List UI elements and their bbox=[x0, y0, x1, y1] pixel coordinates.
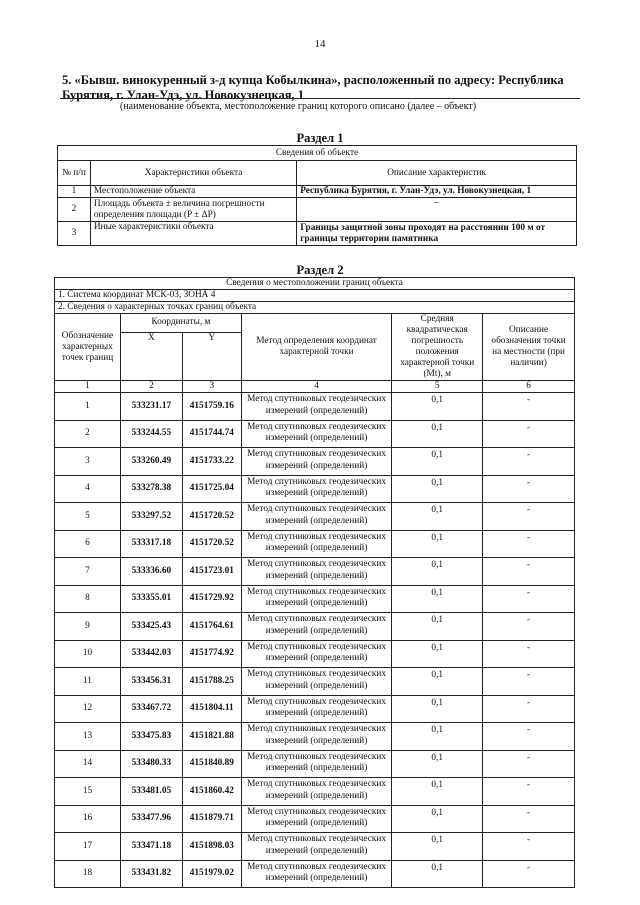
coordinate-y: 4151788.25 bbox=[182, 668, 241, 696]
accuracy-cell: 0,1 bbox=[392, 420, 483, 448]
table-row bbox=[55, 448, 575, 476]
coordinate-y: 4151720.52 bbox=[182, 530, 241, 558]
description-cell: - bbox=[483, 833, 575, 861]
description-cell: - bbox=[483, 585, 575, 613]
accuracy-cell: 0,1 bbox=[392, 503, 483, 531]
row-num: 2 bbox=[58, 198, 91, 222]
column-number: 1 bbox=[55, 381, 121, 393]
header-coords: Координаты, м bbox=[120, 314, 241, 333]
section-2-table bbox=[54, 277, 575, 888]
accuracy-cell: 0,1 bbox=[392, 805, 483, 833]
header-x: X bbox=[120, 332, 182, 380]
row-num: 3 bbox=[58, 222, 91, 246]
coordinate-x: 533475.83 bbox=[120, 723, 182, 751]
coordinate-x: 533442.03 bbox=[120, 640, 182, 668]
table-row bbox=[55, 778, 575, 806]
point-number: 11 bbox=[55, 668, 121, 696]
header-description: Описание обозначения точки на местности (при наличии) bbox=[483, 314, 575, 381]
column-number: 2 bbox=[120, 381, 182, 393]
section-2-caption: Сведения о местоположении границ объекта bbox=[55, 278, 575, 290]
coordinate-y: 4151821.88 bbox=[182, 723, 241, 751]
header-accuracy: Средняя квадратическая погрешность положения характерной точки (Mt), м bbox=[392, 314, 483, 381]
description-cell: - bbox=[483, 393, 575, 421]
coordinate-x: 533431.82 bbox=[120, 860, 182, 888]
method-cell: Метод спутниковых геодезических измерений (определений) bbox=[241, 640, 392, 668]
heading-underline bbox=[60, 98, 580, 99]
header-y: Y bbox=[182, 332, 241, 380]
method-cell: Метод спутниковых геодезических измерений (определений) bbox=[241, 860, 392, 888]
page-number: 14 bbox=[314, 38, 326, 50]
table-row bbox=[55, 860, 575, 888]
coordinate-x: 533231.17 bbox=[120, 393, 182, 421]
accuracy-cell: 0,1 bbox=[392, 723, 483, 751]
accuracy-cell: 0,1 bbox=[392, 475, 483, 503]
description-cell: - bbox=[483, 860, 575, 888]
point-number: 9 bbox=[55, 613, 121, 641]
method-cell: Метод спутниковых геодезических измерений (определений) bbox=[241, 778, 392, 806]
coordinate-y: 4151733.22 bbox=[182, 448, 241, 476]
table-row bbox=[55, 558, 575, 586]
point-number: 10 bbox=[55, 640, 121, 668]
point-number: 12 bbox=[55, 695, 121, 723]
method-cell: Метод спутниковых геодезических измерений (определений) bbox=[241, 448, 392, 476]
point-number: 13 bbox=[55, 723, 121, 751]
coordinate-y: 4151729.92 bbox=[182, 585, 241, 613]
table-row bbox=[55, 833, 575, 861]
point-number: 4 bbox=[55, 475, 121, 503]
accuracy-cell: 0,1 bbox=[392, 448, 483, 476]
point-number: 1 bbox=[55, 393, 121, 421]
coordinate-x: 533355.01 bbox=[120, 585, 182, 613]
coordinate-x: 533480.33 bbox=[120, 750, 182, 778]
heading-line-1: 5. «Бывш. винокуренный з-д купца Кобылкина», расположенный по адресу: Республика bbox=[62, 73, 564, 87]
row-characteristic: Площадь объекта ± величина погрешности определения площади (P ± ΔP) bbox=[90, 198, 296, 222]
description-cell: - bbox=[483, 558, 575, 586]
method-cell: Метод спутниковых геодезических измерений (определений) bbox=[241, 695, 392, 723]
point-number: 3 bbox=[55, 448, 121, 476]
row-description: Республика Бурятия, г. Улан-Удэ, ул. Новокузнецкая, 1 bbox=[297, 186, 577, 198]
heading-line-2: Бурятия, г. Улан-Удэ, ул. Новокузнецкая, 1 bbox=[62, 88, 304, 102]
point-number: 2 bbox=[55, 420, 121, 448]
method-cell: Метод спутниковых геодезических измерений (определений) bbox=[241, 613, 392, 641]
description-cell: - bbox=[483, 750, 575, 778]
coordinate-y: 4151840.89 bbox=[182, 750, 241, 778]
row-description: Границы защитной зоны проходят на расстоянии 100 м от границы территории памятника bbox=[297, 222, 577, 246]
coordinate-x: 533471.18 bbox=[120, 833, 182, 861]
accuracy-cell: 0,1 bbox=[392, 393, 483, 421]
coordinate-y: 4151860.42 bbox=[182, 778, 241, 806]
header-num: № п/п bbox=[58, 161, 91, 186]
column-number: 4 bbox=[241, 381, 392, 393]
coordinate-y: 4151744.74 bbox=[182, 420, 241, 448]
coordinate-x: 533456.31 bbox=[120, 668, 182, 696]
section-1-table bbox=[57, 145, 577, 246]
header-description: Описание характеристик bbox=[297, 161, 577, 186]
method-cell: Метод спутниковых геодезических измерений (определений) bbox=[241, 750, 392, 778]
header-point: Обозначение характерных точек границ bbox=[55, 314, 121, 381]
coordinate-system: 1. Система координат МСК-03, ЗОНА 4 bbox=[55, 290, 575, 302]
point-number: 5 bbox=[55, 503, 121, 531]
table-row bbox=[58, 198, 577, 222]
table-row bbox=[55, 695, 575, 723]
row-description: – bbox=[297, 198, 577, 222]
coordinate-x: 533297.52 bbox=[120, 503, 182, 531]
accuracy-cell: 0,1 bbox=[392, 860, 483, 888]
method-cell: Метод спутниковых геодезических измерений (определений) bbox=[241, 475, 392, 503]
description-cell: - bbox=[483, 778, 575, 806]
section-2-title: Раздел 2 bbox=[296, 263, 344, 277]
row-num: 1 bbox=[58, 186, 91, 198]
header-method: Метод определения координат характерной точки bbox=[241, 314, 392, 381]
coordinate-y: 4151720.52 bbox=[182, 503, 241, 531]
coordinate-y: 4151723.01 bbox=[182, 558, 241, 586]
coordinate-x: 533425.43 bbox=[120, 613, 182, 641]
point-number: 14 bbox=[55, 750, 121, 778]
method-cell: Метод спутниковых геодезических измерений (определений) bbox=[241, 558, 392, 586]
coordinate-y: 4151759.16 bbox=[182, 393, 241, 421]
table-row bbox=[55, 503, 575, 531]
table-row bbox=[55, 530, 575, 558]
table-row bbox=[58, 186, 577, 198]
method-cell: Метод спутниковых геодезических измерений (определений) bbox=[241, 530, 392, 558]
coordinate-y: 4151774.92 bbox=[182, 640, 241, 668]
coordinate-x: 533260.49 bbox=[120, 448, 182, 476]
point-number: 17 bbox=[55, 833, 121, 861]
description-cell: - bbox=[483, 420, 575, 448]
description-cell: - bbox=[483, 475, 575, 503]
coordinate-x: 533467.72 bbox=[120, 695, 182, 723]
column-number: 6 bbox=[483, 381, 575, 393]
table-row bbox=[55, 475, 575, 503]
heading-note: (наименование объекта, местоположение границ которого описано (далее – объект) bbox=[120, 101, 477, 112]
point-number: 6 bbox=[55, 530, 121, 558]
description-cell: - bbox=[483, 805, 575, 833]
table-row bbox=[55, 613, 575, 641]
description-cell: - bbox=[483, 503, 575, 531]
method-cell: Метод спутниковых геодезических измерений (определений) bbox=[241, 420, 392, 448]
row-characteristic: Иные характеристики объекта bbox=[90, 222, 296, 246]
coordinate-x: 533278.38 bbox=[120, 475, 182, 503]
coordinate-y: 4151898.03 bbox=[182, 833, 241, 861]
coordinate-x: 533336.60 bbox=[120, 558, 182, 586]
point-number: 15 bbox=[55, 778, 121, 806]
header-characteristic: Характеристики объекта bbox=[90, 161, 296, 186]
description-cell: - bbox=[483, 668, 575, 696]
accuracy-cell: 0,1 bbox=[392, 558, 483, 586]
point-number: 8 bbox=[55, 585, 121, 613]
accuracy-cell: 0,1 bbox=[392, 778, 483, 806]
method-cell: Метод спутниковых геодезических измерений (определений) bbox=[241, 805, 392, 833]
description-cell: - bbox=[483, 613, 575, 641]
coordinate-y: 4151725.04 bbox=[182, 475, 241, 503]
method-cell: Метод спутниковых геодезических измерений (определений) bbox=[241, 393, 392, 421]
table-row bbox=[55, 668, 575, 696]
accuracy-cell: 0,1 bbox=[392, 585, 483, 613]
description-cell: - bbox=[483, 640, 575, 668]
coordinate-x: 533481.05 bbox=[120, 778, 182, 806]
accuracy-cell: 0,1 bbox=[392, 695, 483, 723]
point-number: 16 bbox=[55, 805, 121, 833]
coordinate-y: 4151879.71 bbox=[182, 805, 241, 833]
description-cell: - bbox=[483, 695, 575, 723]
table-row bbox=[55, 640, 575, 668]
table-row bbox=[55, 420, 575, 448]
method-cell: Метод спутниковых геодезических измерений (определений) bbox=[241, 723, 392, 751]
coordinate-x: 533244.55 bbox=[120, 420, 182, 448]
method-cell: Метод спутниковых геодезических измерений (определений) bbox=[241, 668, 392, 696]
table-row bbox=[55, 805, 575, 833]
column-number: 5 bbox=[392, 381, 483, 393]
accuracy-cell: 0,1 bbox=[392, 668, 483, 696]
coordinate-y: 4151764.61 bbox=[182, 613, 241, 641]
row-characteristic: Местоположение объекта bbox=[90, 186, 296, 198]
section-1-title: Раздел 1 bbox=[296, 131, 344, 145]
point-number: 18 bbox=[55, 860, 121, 888]
column-number: 3 bbox=[182, 381, 241, 393]
description-cell: - bbox=[483, 448, 575, 476]
method-cell: Метод спутниковых геодезических измерений (определений) bbox=[241, 503, 392, 531]
table-row bbox=[55, 393, 575, 421]
accuracy-cell: 0,1 bbox=[392, 833, 483, 861]
point-number: 7 bbox=[55, 558, 121, 586]
coordinate-x: 533477.96 bbox=[120, 805, 182, 833]
method-cell: Метод спутниковых геодезических измерений (определений) bbox=[241, 585, 392, 613]
column-numbers-row bbox=[55, 381, 575, 393]
description-cell: - bbox=[483, 530, 575, 558]
accuracy-cell: 0,1 bbox=[392, 750, 483, 778]
table-row bbox=[55, 585, 575, 613]
description-cell: - bbox=[483, 723, 575, 751]
table-row bbox=[58, 222, 577, 246]
table-row bbox=[55, 723, 575, 751]
accuracy-cell: 0,1 bbox=[392, 640, 483, 668]
accuracy-cell: 0,1 bbox=[392, 613, 483, 641]
table-row bbox=[55, 750, 575, 778]
points-caption: 2. Сведения о характерных точках границ объекта bbox=[55, 302, 575, 314]
section-1-caption: Сведения об объекте bbox=[58, 146, 577, 161]
method-cell: Метод спутниковых геодезических измерений (определений) bbox=[241, 833, 392, 861]
coordinate-y: 4151804.11 bbox=[182, 695, 241, 723]
coordinate-y: 4151979.02 bbox=[182, 860, 241, 888]
coordinate-x: 533317.18 bbox=[120, 530, 182, 558]
accuracy-cell: 0,1 bbox=[392, 530, 483, 558]
